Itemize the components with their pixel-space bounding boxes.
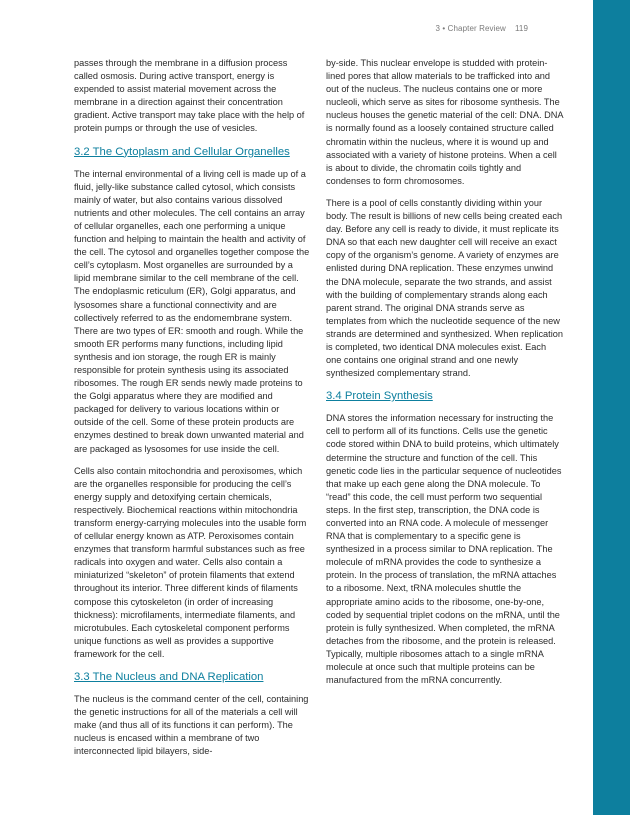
- right-column: [326, 57, 563, 696]
- page-number: 119: [514, 24, 528, 33]
- section-heading-3-4-link[interactable]: 3.4 Protein Synthesis: [326, 390, 433, 403]
- side-color-bar: [593, 0, 630, 815]
- section-heading-3-2[interactable]: [74, 145, 310, 159]
- paragraph-cytoplasm: The internal environmental of a living cell is made up of a fluid, jelly-like substance called cytosol, which consists mainly of water, but also contains various dissolved nutrients and other molecules. The cell contains an array of cellular organelles, each one performing a unique function and helping to maintain the health and activity of the cell. The cytosol and organelles together compose the cell’s cytoplasm. Most organelles are surrounded by a lipid membrane similar to the cell membrane of the cell. The endoplasmic reticulum (ER), Golgi apparatus, and lysosomes share a functional connectivity and are collectively referred to as the endomembrane system. There are two types of ER: smooth and rough. While the smooth ER performs many functions, including lipid synthesis and ion storage, the rough ER is mainly responsible for protein synthesis using its associated ribosomes. The rough ER sends newly made proteins to the Golgi apparatus where they are modified and packaged for delivery to various locations within or outside of the cell. Some of these protein products are enzymes destined to break down unwanted material and are packaged as lysosomes for use inside the cell.: [74, 168, 310, 454]
- chapter-label: 3 • Chapter Review: [435, 24, 506, 33]
- paragraph-protein-synthesis: DNA stores the information necessary for instructing the cell to perform all of its functions. Cells use the genetic code stored within DNA to build proteins, which ultimately determine the structure and function of the cell. This genetic code lies in the particular sequence of nucleotides that make up each gene along the DNA molecule. To “read” this code, the cell must perform two sequential steps. In the first step, transcription, the DNA code is converted into an RNA code. A molecule of messenger RNA that is complementary to a specific gene is synthesized in a process similar to DNA replication. The molecule of mRNA provides the code to synthesize a protein. In the process of translation, the mRNA attaches to a ribosome. Next, tRNA molecules shuttle the appropriate amino acids to the ribosome, one-by-one, coded by sequential triplet codons on the mRNA, until the protein is fully synthesized. When completed, the mRNA detaches from the ribosome, and the protein is released. Typically, multiple ribosomes attach to a single mRNA molecule at once such that multiple proteins can be manufactured from the mRNA concurrently.: [326, 413, 562, 686]
- section-heading-3-4[interactable]: [326, 389, 563, 403]
- paragraph-nuclear-envelope: by-side. This nuclear envelope is studded with protein-lined pores that allow materials to be trafficked into and out of the nucleus. The nucleus contains one or more nucleoli, which serve as sites for ribosome synthesis. The nucleus houses the genetic material of the cell: DNA. DNA is normally found as a loosely contained structure called chromatin within the nucleus, where it is wound up and associated with a variety of histone proteins. When a cell is about to divide, the chromatin coils tightly and condenses to form chromosomes.: [326, 58, 563, 186]
- paragraph-osmosis: passes through the membrane in a diffusion process called osmosis. During active transport, energy is expended to assist material movement across the membrane in a direction against their concentration gradient. Active transport may take place with the help of protein pumps or through the use of vesicles.: [74, 58, 305, 134]
- running-header: [436, 24, 528, 33]
- section-heading-3-3-link[interactable]: 3.3 The Nucleus and DNA Replication: [74, 671, 264, 684]
- paragraph-dna-replication: There is a pool of cells constantly dividing within your body. The result is billions of new cells being created each day. Before any cell is ready to divide, it must replicate its DNA so that each new daughter cell will receive an exact copy of the organism’s genome. A variety of enzymes are enlisted during DNA replication. These enzymes unwind the DNA molecule, separate the two strands, and assist with the building of complementary strands along each parent strand. The original DNA strands serve as templates from which the nucleotide sequence of the new strands are determined and synthesized. When replication is completed, two identical DNA molecules exist. Each one contains one original strand and one newly synthesized complementary strand.: [326, 197, 563, 379]
- section-heading-3-2-link[interactable]: 3.2 The Cytoplasm and Cellular Organelles: [74, 145, 290, 158]
- left-column: [74, 57, 310, 768]
- paragraph-nucleus: The nucleus is the command center of the cell, containing the genetic instructions for all of the materials a cell will make (and thus all of its functions it can perform). The nucleus is encased within a membrane of two interconnected lipid bilayers, side-: [74, 694, 309, 757]
- paragraph-mitochondria: Cells also contain mitochondria and peroxisomes, which are the organelles responsible for producing the cell’s energy supply and detoxifying certain chemicals, respectively. Biochemical reactions within mitochondria transform energy-carrying molecules into the usable form of cellular energy known as ATP. Peroxisomes contain enzymes that transform harmful substances such as free radicals into oxygen and water. Cells also contain a miniaturized “skeleton” of protein filaments that extend throughout its interior. Three different kinds of filaments compose this cytoskeleton (in order of increasing thickness): microfilaments, intermediate filaments, and microtubules. Each cytoskeletal component performs unique functions as well as provides a supportive framework for the cell.: [74, 465, 307, 659]
- section-heading-3-3[interactable]: [74, 670, 310, 684]
